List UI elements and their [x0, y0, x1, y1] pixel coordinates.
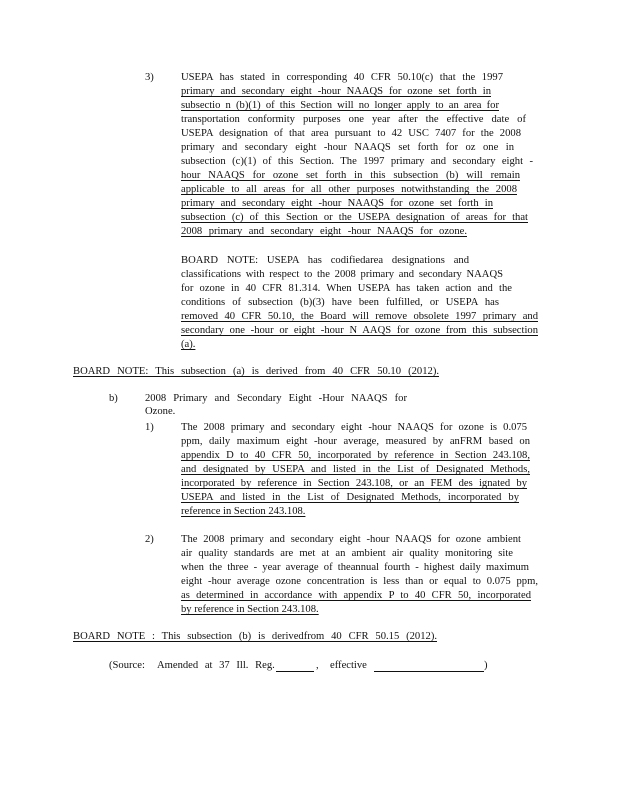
- paragraph-line: conditions of subsection (b)(3) have been fulfilled, or USEPA has: [181, 297, 499, 308]
- source-effective-text: effective: [330, 660, 367, 671]
- paragraph-line: USEPA designation of that area pursuant to 42 USC 7407 for the 2008: [181, 128, 521, 139]
- board-note-2: BOARD NOTE: This subsection (a) is derived from 40 CFR 50.10 (2012).: [73, 366, 439, 377]
- source-prefix: (Source:: [109, 660, 145, 671]
- item-b1-label: 1): [145, 422, 154, 433]
- paragraph-line: appendix D to 40 CFR 50, incorporated by reference in Section 243.108,: [181, 450, 530, 461]
- register-blank-line: [276, 671, 314, 672]
- paragraph-line: subsection (c) of this Section or the USEPA designation of areas for that: [181, 212, 528, 223]
- paragraph-line: hour NAAQS for ozone set forth in this subsection (b) will remain: [181, 170, 520, 181]
- paragraph-line: subsectio n (b)(1) of this Section will no longer apply to an area for: [181, 100, 499, 111]
- paragraph-line: for ozone in 40 CFR 81.314. When USEPA has taken action and the: [181, 283, 512, 294]
- paragraph-line: 2008 primary and secondary eight -hour NAAQS for ozone.: [181, 226, 467, 237]
- item-3-label: 3): [145, 72, 154, 83]
- paragraph-line: USEPA has stated in corresponding 40 CFR 50.10(c) that the 1997: [181, 72, 503, 83]
- paragraph-line: as determined in accordance with appendix P to 40 CFR 50, incorporated: [181, 590, 531, 601]
- paragraph-line: classifications with respect to the 2008 primary and secondary NAAQS: [181, 269, 503, 280]
- paragraph-line: primary and secondary eight -hour NAAQS for ozone set forth in: [181, 86, 491, 97]
- paragraph-line: primary and secondary eight -hour NAAQS set forth for oz one in: [181, 142, 514, 153]
- paragraph-line: transportation conformity purposes one year after the effective date of: [181, 114, 526, 125]
- paragraph-line: The 2008 primary and secondary eight -hour NAAQS for ozone is 0.075: [181, 422, 527, 433]
- paragraph-line: removed 40 CFR 50.10, the Board will remove obsolete 1997 primary and: [181, 311, 538, 322]
- paragraph-line: incorporated by reference in Section 243.108, or an FEM des ignated by: [181, 478, 527, 489]
- paragraph-line: and designated by USEPA and listed in the List of Designated Methods,: [181, 464, 530, 475]
- effective-date-blank-line: [374, 671, 484, 672]
- paragraph-line: air quality standards are met at an ambient air quality monitoring site: [181, 548, 513, 559]
- section-b-label: b): [109, 393, 118, 404]
- source-comma: ,: [316, 660, 319, 671]
- paragraph-line: USEPA and listed in the List of Designated Methods, incorporated by: [181, 492, 519, 503]
- paragraph-line: applicable to all areas for all other purposes notwithstanding the 2008: [181, 184, 517, 195]
- board-note-3: BOARD NOTE : This subsection (b) is derivedfrom 40 CFR 50.15 (2012).: [73, 631, 437, 642]
- paragraph-line: (a).: [181, 339, 196, 350]
- source-amended-text: Amended at 37 Ill. Reg.: [157, 660, 275, 671]
- paragraph-line: primary and secondary eight -hour NAAQS for ozone set forth in: [181, 198, 493, 209]
- item-b2-label: 2): [145, 534, 154, 545]
- paragraph-line: eight -hour average ozone concentration is less than or equal to 0.075 ppm,: [181, 576, 538, 587]
- paragraph-line: BOARD NOTE: USEPA has codifiedarea designations and: [181, 255, 469, 266]
- paragraph-line: The 2008 primary and secondary eight -hour NAAQS for ozone ambient: [181, 534, 521, 545]
- source-close-paren: ): [484, 660, 488, 671]
- paragraph-line: subsection (c)(1) of this Section. The 1997 primary and secondary eight -: [181, 156, 533, 167]
- paragraph-line: secondary one -hour or eight -hour N AAQS for ozone from this subsection: [181, 325, 538, 336]
- paragraph-line: when the three - year average of theannual fourth - highest daily maximum: [181, 562, 529, 573]
- paragraph-line: by reference in Section 243.108.: [181, 604, 319, 615]
- paragraph-line: ppm, daily maximum eight -hour average, measured by anFRM based on: [181, 436, 530, 447]
- section-b-title: 2008 Primary and Secondary Eight -Hour NAAQS for Ozone.: [145, 393, 407, 417]
- paragraph-line: reference in Section 243.108.: [181, 506, 306, 517]
